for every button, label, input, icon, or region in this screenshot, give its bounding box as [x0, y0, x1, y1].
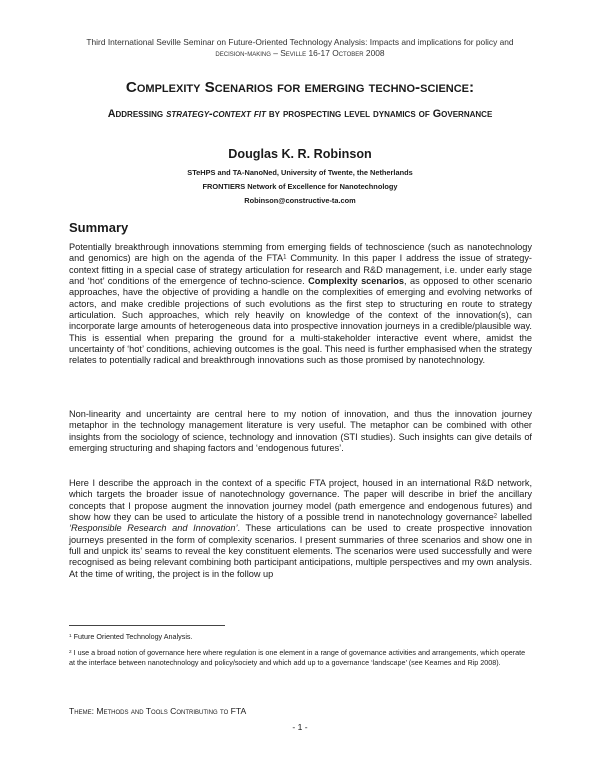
footnote-1-text: Future Oriented Technology Analysis. [71, 632, 193, 641]
p3-text-c: . These articulations can be used to create prospective innovation journeys presented in the form of complexity scenarios. I present summaries of three scenarios and show one in full and unpick its’ seams to reveal the key constituent elements. The scenarios were used successfully and were recognised as being relevant combining both participant anticipations, multiple perspectives and my own analysis. At the time of writing, the project is in the follow up [69, 523, 532, 579]
footnote-1-number: 1 [69, 633, 72, 639]
summary-heading: Summary [69, 220, 129, 235]
page-number: - 1 - [292, 722, 308, 732]
paper-subtitle [80, 107, 520, 121]
paper-title: Complexity Scenarios for emerging techno-science: [125, 79, 475, 96]
author-email: Robinson@constructive-ta.com [244, 196, 356, 205]
p3-text-b: labelled [497, 512, 532, 523]
author-name: Douglas K. R. Robinson [228, 147, 372, 161]
footnote-2-number: 2 [69, 649, 72, 655]
paragraph-1 [69, 242, 532, 367]
header-line-1: Third International Seville Seminar on Future-Oriented Technology Analysis: Impacts and implications for policy and [86, 37, 514, 47]
paragraph-2: Non-linearity and uncertainty are central here to my notion of innovation, and thus the innovation journey metaphor in the technology management literature is very useful. The metaphor can be combined with other insights from the sociology of science, technology and innovation (STI studies). Such insights can give details of emerging structuring and shaping factors and ‘endogenous futures’. [69, 409, 532, 454]
footnote-divider [69, 625, 225, 626]
subtitle-part-2: by prospecting level dynamics of Governance [265, 108, 493, 120]
paragraph-3 [69, 478, 532, 580]
footnote-1 [69, 632, 532, 642]
p3-italic-term: ‘Responsible Research and Innovation’ [69, 523, 238, 534]
conference-header [60, 37, 540, 59]
footnote-ref-2: 2 [493, 513, 498, 520]
footnote-2-text: I use a broad notion of governance here where regulation is one element in a range of governance activities and arrangements, which operate at the interface between nanotechnology and policy/society and which add up to a governance ‘landscape’ (see Kearnes and Rip 2008). [69, 648, 526, 667]
header-line-2: decision-making – Seville 16-17 October 2008 [215, 48, 385, 58]
footnote-2 [69, 648, 532, 668]
footnote-ref-1: 1 [283, 254, 287, 261]
p1-bold-term: Complexity scenarios [308, 276, 404, 287]
subtitle-italic: strategy-context fit [166, 108, 266, 120]
subtitle-part-1: Addressing [107, 108, 167, 120]
page-footer-theme: Theme: Methods and Tools Contributing to FTA [69, 706, 247, 716]
affiliation-2: FRONTIERS Network of Excellence for Nanotechnology [202, 182, 398, 191]
p1-text-c: , as opposed to other scenario approaches, have the objective of providing a handle on the complexities of emerging and evolving networks of actors, and make credible projections of such evolutions as the first step to structuring en route to strategy articulation. Such approaches, which rely heavily on knowledge of the context of the innovation(s), can incorporate large amounts of heterogeneous data into prospective innovation journeys in a credible/plausible way. This is essential when preparing the ground for a multi-stakeholder interactive event where, amidst the uncertainty of ‘hot’ conditions, achieving outcomes is the goal. This need is further emphasised when the strategy relates to potentially radical and breakthrough innovations such as those promised by nanotechnology. [69, 276, 532, 366]
p1-text-a: Potentially breakthrough innovations stemming from emerging fields of technoscience (such as nanotechnology and genomics) are high on the agenda of the FTA [69, 242, 532, 264]
affiliation-1: STeHPS and TA-NanoNed, University of Twente, the Netherlands [187, 168, 413, 177]
p3-text-a: Here I describe the approach in the context of a specific FTA project, housed in an international R&D network, which targets the broader issue of nanotechnology governance. The paper will describe in brief the ancillary concepts that I propose augment the innovation journey model (path emergence and endogenous futures) and show how they can be used to articulate the history of a possible trend in nanotechnology governance [69, 478, 532, 523]
p1-text-b: Community. In this paper I address the issue of strategy-context fitting in a special case of strategy articulation for research and R&D management, i.e. under early stage and ‘hot’ conditions of the emergence of techno-science. [69, 253, 532, 287]
